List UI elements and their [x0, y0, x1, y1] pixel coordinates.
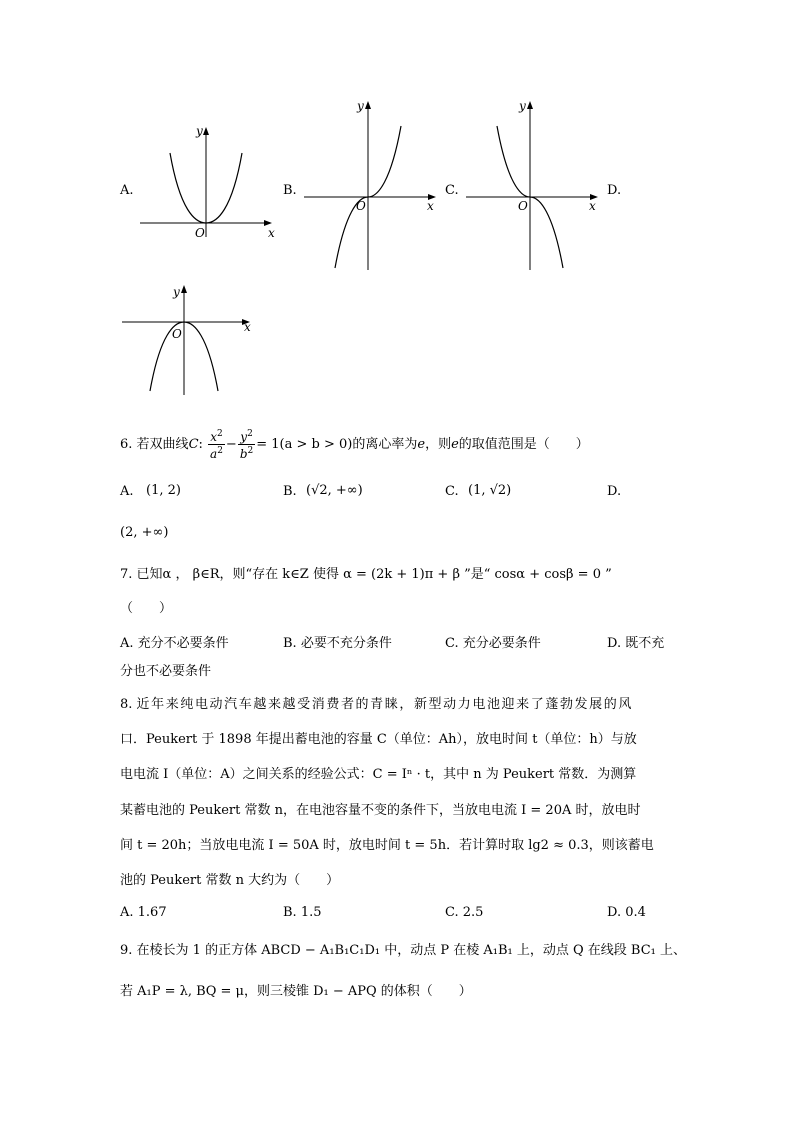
q9-line1-text: 在棱长为 1 的正方体 ABCD − A₁B₁C₁D₁ 中，动点 P 在棱 A₁B₁ 上，动点 Q 在线段 BC₁ 上、 — [136, 943, 686, 958]
q5-graph-d — [118, 283, 263, 398]
q8-line1 — [120, 697, 633, 713]
q7-paren: （ ） — [120, 601, 173, 616]
q5-option-a-label: A. — [120, 183, 134, 198]
q6-stem-pre: 若双曲线 — [136, 437, 189, 452]
q7-option-a: A. 充分不必要条件 — [120, 636, 229, 651]
q6-frac-x: $\frac{x^2}{a^2}$ — [210, 429, 223, 461]
q8-line1-text: 近年来纯电动汽车越来越受消费者的青睐，新型动力电池迎来了蓬勃发展的风 — [136, 697, 633, 712]
q5d-y-label: y — [173, 285, 180, 299]
q6-number: 6. — [120, 437, 133, 452]
q5-graph-c — [462, 98, 607, 273]
q5d-origin-label: O — [172, 327, 182, 341]
q6-stem-end: 的取值范围是（ ） — [458, 437, 589, 452]
q5-option-d-label: D. — [607, 183, 622, 198]
q5b-x-label: x — [427, 199, 434, 213]
q6-stem: 6. 若双曲线C: $\frac{x^2}{a^2}$ − $\frac{y^2}{b^2}$ = 1(a > b > 0)的离心率为e，则e的取值范围是（ ） — [120, 429, 589, 461]
q6-option-d: (2, +∞) — [120, 525, 169, 540]
q8-option-c: C. 2.5 — [445, 905, 484, 920]
q6-eq-rest: = 1(a > b > 0) — [256, 437, 353, 452]
q8-option-b: B. 1.5 — [283, 905, 322, 920]
q7-stem — [120, 567, 612, 583]
q6-option-a-label: A. — [120, 484, 134, 499]
q8-option-d: D. 0.4 — [607, 905, 646, 920]
q6-option-b-label: B. — [283, 484, 297, 499]
q5a-origin-label: O — [195, 226, 205, 240]
q5a-x-label: x — [268, 226, 275, 240]
q7-number: 7. — [120, 567, 133, 582]
q7-option-c: C. 充分必要条件 — [445, 636, 541, 651]
q5-option-b-label: B. — [283, 183, 297, 198]
q8-option-a: A. 1.67 — [120, 905, 167, 920]
q7-stem-text: 已知α ， β∈R，则“存在 k∈Z 使得 α = (2k + 1)π + β ”是“ cosα + cosβ = 0 ” — [136, 567, 612, 582]
q6-e-2: e — [451, 437, 459, 452]
q6-option-c: (1, √2) — [468, 483, 512, 498]
q9-line2: 若 A₁P = λ, BQ = μ，则三棱锥 D₁ − APQ 的体积（ ） — [120, 984, 472, 999]
q6-frac-y-den: b — [239, 447, 248, 461]
q9-line1 — [120, 943, 686, 959]
q8-line3: 电电流 I（单位：A）之间关系的经验公式：C = Iⁿ · t，其中 n 为 Peukert 常数．为测算 — [120, 767, 637, 782]
q6-stem-mid2: ，则 — [425, 437, 452, 452]
q6-frac-x-den: a — [210, 447, 218, 461]
q7-option-b: B. 必要不充分条件 — [283, 636, 392, 651]
q5c-y-label: y — [519, 99, 526, 113]
q5c-origin-label: O — [518, 199, 528, 213]
q8-line5: 间 t = 20h；当放电电流 I = 50A 时，放电时间 t = 5h．若计算时取 lg2 ≈ 0.3，则该蓄电 — [120, 838, 654, 853]
q5a-y-label: y — [196, 124, 203, 138]
q6-frac-y-num: y — [240, 430, 248, 444]
q6-option-a: (1, 2) — [146, 483, 181, 498]
q6-frac-y: $\frac{y^2}{b^2}$ — [239, 429, 254, 461]
q6-frac-x-num: x — [210, 430, 217, 444]
q5b-origin-label: O — [356, 199, 366, 213]
q8-line4: 某蓄电池的 Peukert 常数 n，在电池容量不变的条件下，当放电电流 I = 20A 时，放电时 — [120, 803, 641, 818]
q5b-y-label: y — [357, 99, 364, 113]
q8-line6: 池的 Peukert 常数 n 大约为（ ） — [120, 873, 340, 888]
q5c-x-label: x — [589, 199, 596, 213]
q6-curve: C — [188, 437, 199, 452]
q9-number: 9. — [120, 943, 133, 958]
q5-graph-a — [140, 125, 280, 240]
q6-option-d-label: D. — [607, 484, 622, 499]
q7-option-d: D. 既不充 — [607, 636, 665, 651]
q6-e: e — [417, 437, 426, 452]
q5-option-c-label: C. — [445, 183, 459, 198]
q6-option-c-label: C. — [445, 484, 459, 499]
q8-line2: 口．Peukert 于 1898 年提出蓄电池的容量 C（单位：Ah），放电时间 t（单位：h）与放 — [120, 732, 637, 747]
q5-graph-b — [300, 98, 445, 273]
q6-stem-mid: 的离心率为 — [352, 437, 418, 452]
q5d-x-label: x — [244, 320, 251, 334]
q6-option-b: (√2, +∞) — [306, 483, 363, 498]
q7-option-d-cont: 分也不必要条件 — [120, 664, 212, 679]
q8-number: 8. — [120, 697, 133, 712]
